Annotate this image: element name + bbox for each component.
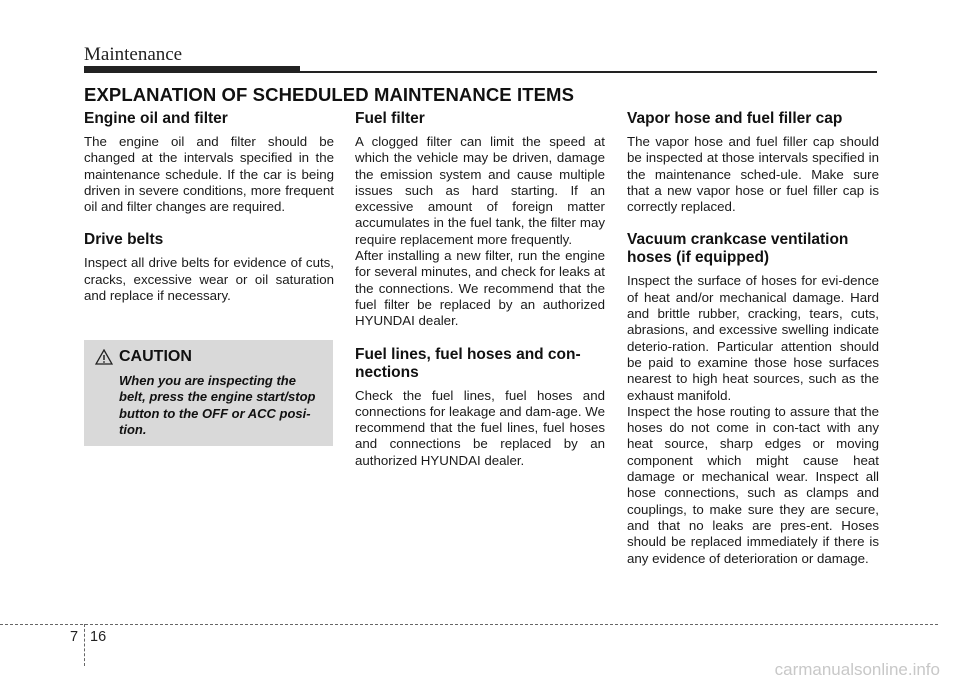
caution-header — [95, 348, 192, 366]
caution-box — [84, 340, 333, 446]
fuel-filter-body: A clogged filter can limit the speed at which the vehicle may be driven, damage the emission system and cause multiple issues such as hard starting. If an excessive amount of foreign matter accumulates in the fuel tank, the filter may require replacement more frequently. — [355, 134, 605, 247]
vapor-hose-heading: Vapor hose and fuel filler cap — [627, 110, 843, 127]
column-left — [84, 110, 334, 304]
vacuum-hoses-body: Inspect the surface of hoses for evi-dence of heat and/or mechanical damage. Hard and brittle rubber, cracking, tears, cuts, abrasions, and excessive swelling indicate deterio-ration. Particular attention should be paid to examine those hose surfaces nearest to high heat sources, such as the exhaust manifold. — [627, 273, 879, 403]
fuel-lines-body: Check the fuel lines, fuel hoses and connections for leakage and dam-age. We recommend that the fuel lines, fuel hoses and connections be replaced by an authorized HYUNDAI dealer. — [355, 387, 605, 468]
warning-triangle-icon — [95, 349, 113, 365]
drive-belts-heading: Drive belts — [84, 231, 164, 249]
page-title: EXPLANATION OF SCHEDULED MAINTENANCE ITEMS — [84, 84, 575, 105]
column-right — [627, 110, 879, 567]
chapter-number: 7 — [70, 629, 79, 645]
drive-belts-body: Inspect all drive belts for evidence of cuts, cracks, excessive wear or oil saturation and replace if necessary. — [84, 255, 334, 304]
fuel-filter-heading: Fuel filter — [355, 110, 425, 127]
vacuum-hoses-heading: Vacuum crankcase ventilation hoses (if equipped) — [627, 231, 849, 267]
vacuum-hoses-body-2: Inspect the hose routing to assure that the hoses do not come in con-tact with any heat source, sharp edges or moving component which might cause heat damage or mechanical wear. Inspect all hose connections, such as clamps and couplings, to make sure they are secure, and that no leaks are pres-ent. Hoses should be replaced immediately if there is any evidence of deterioration or damage. — [627, 403, 879, 566]
column-middle — [355, 110, 605, 469]
footer-page-divider — [84, 624, 85, 666]
engine-oil-heading: Engine oil and filter — [84, 110, 228, 127]
page-number: 16 — [90, 629, 107, 645]
caution-text: When you are inspecting the belt, press the engine start/stop button to the OFF or ACC posi-tion. — [119, 373, 316, 437]
footer-divider — [0, 624, 938, 625]
vapor-hose-body: The vapor hose and fuel filler cap should be inspected at those intervals specified in the maintenance sched-ule. Make sure that a new vapor hose or fuel filler cap is correctly replaced. — [627, 134, 879, 215]
watermark: carmanualsonline.info — [774, 660, 940, 679]
header-bar — [84, 66, 300, 73]
header-rule — [300, 71, 877, 73]
section-label: Maintenance — [84, 44, 183, 65]
caution-title: CAUTION — [119, 348, 192, 365]
fuel-filter-body-2: After installing a new filter, run the engine for several minutes, and check for leaks at the connections. We recommend that the fuel filter be replaced by an authorized HYUNDAI dealer. — [355, 248, 605, 329]
engine-oil-body: The engine oil and filter should be changed at the intervals specified in the maintenance schedule. If the car is being driven in severe conditions, more frequent oil and filter changes are required. — [84, 134, 334, 215]
fuel-lines-heading: Fuel lines, fuel hoses and con-nections — [355, 345, 581, 381]
